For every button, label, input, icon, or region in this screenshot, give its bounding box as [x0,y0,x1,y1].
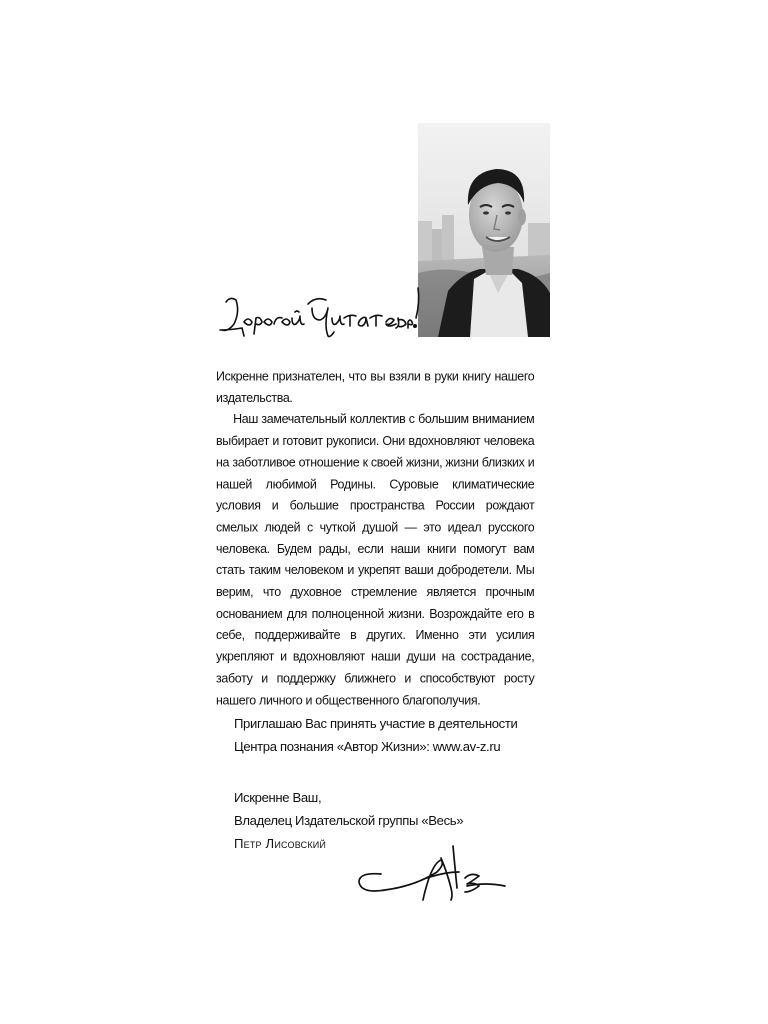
signer-name: Петр Лисовский [234,836,327,851]
invitation-block [234,712,554,758]
greeting-script-lettering [216,278,426,348]
invitation-line-2: Центра познания «Автор Жизни»: www.av-z.ru [234,739,501,754]
signer-title: Владелец Издательской группы «Весь» [234,813,464,828]
letter-paragraph-1: Искренне признателен, что вы взяли в руки книгу нашего издательства. [216,368,535,405]
invitation-line-1: Приглашаю Вас принять участие в деятельности [234,716,518,731]
closing-line: Искренне Ваш, [234,790,322,805]
author-portrait-photo [418,123,550,337]
letter-paragraph-2: Наш замечательный коллектив с большим вниманием выбирает и готовит рукописи. Они вдохновляют человека на заботливое отношение к своей жизни, жизни близких и нашей любимой Родины. Суровые климатические условия и большие пространства России рождают смелых людей с чуткой душой — это идеал русского человека. Будем рады, если наши книги помогут вам стать таким человеком и укрепят ваши добродетели. Мы верим, что духовное стремление является прочным основанием для полноценной жизни. Возрождайте его в себе, поддерживайте в других. Именно эти усилия укрепляют и вдохновляют наши души на сострадание, заботу и поддержку ближнего и способствуют росту нашего личного и общественного благополучия. [216,412,535,707]
letter-body [216,366,534,711]
greeting-heading [216,278,426,348]
portrait-illustration [418,123,550,337]
signature-stroke [355,842,520,904]
handwritten-signature [355,842,520,904]
